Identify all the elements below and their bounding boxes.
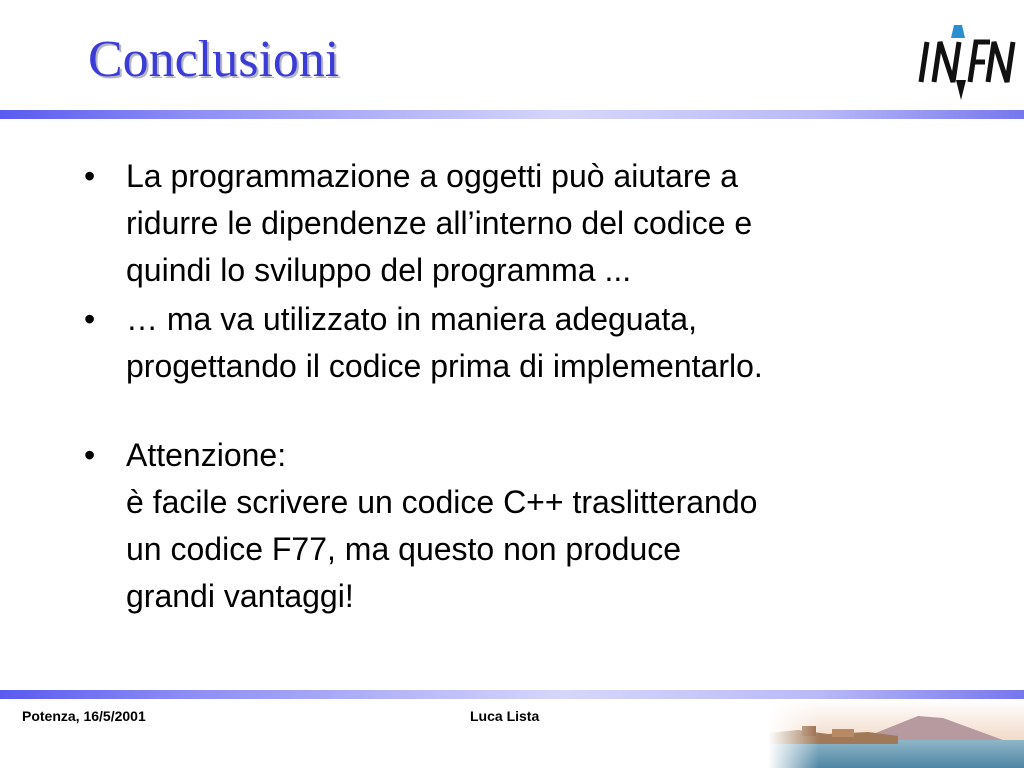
bullet-line: ridurre le dipendenze all’interno del codice e <box>126 205 753 241</box>
bullet-line: grandi vantaggi! <box>126 578 354 614</box>
title-divider <box>0 110 1024 119</box>
bullet-line: è facile scrivere un codice C++ traslitterando <box>126 484 758 520</box>
footer-divider <box>0 690 1024 699</box>
bullet-line: La programmazione a oggetti può aiutare a <box>126 158 738 194</box>
footer-location-date: Potenza, 16/5/2001 <box>22 708 146 724</box>
slide-title: Conclusioni <box>88 31 340 88</box>
bullet-line: Attenzione: <box>126 437 287 473</box>
bullet-marker: • <box>84 158 96 194</box>
bay-photo <box>768 700 1024 768</box>
bullet-marker: • <box>84 437 96 473</box>
bullet-line: un codice F77, ma questo non produce <box>126 531 682 567</box>
bullet-item <box>84 432 934 620</box>
footer-author: Luca Lista <box>470 708 540 724</box>
bullet-marker: • <box>84 301 96 337</box>
bullet-list <box>84 153 934 622</box>
bullet-line: progettando il codice prima di implementarlo. <box>126 348 763 384</box>
bullet-line: quindi lo sviluppo del programma ... <box>126 252 632 288</box>
bullet-item <box>84 153 934 294</box>
infn-logo <box>918 22 1018 102</box>
bullet-line: … ma va utilizzato in maniera adeguata, <box>126 301 697 337</box>
bullet-item <box>84 296 934 390</box>
